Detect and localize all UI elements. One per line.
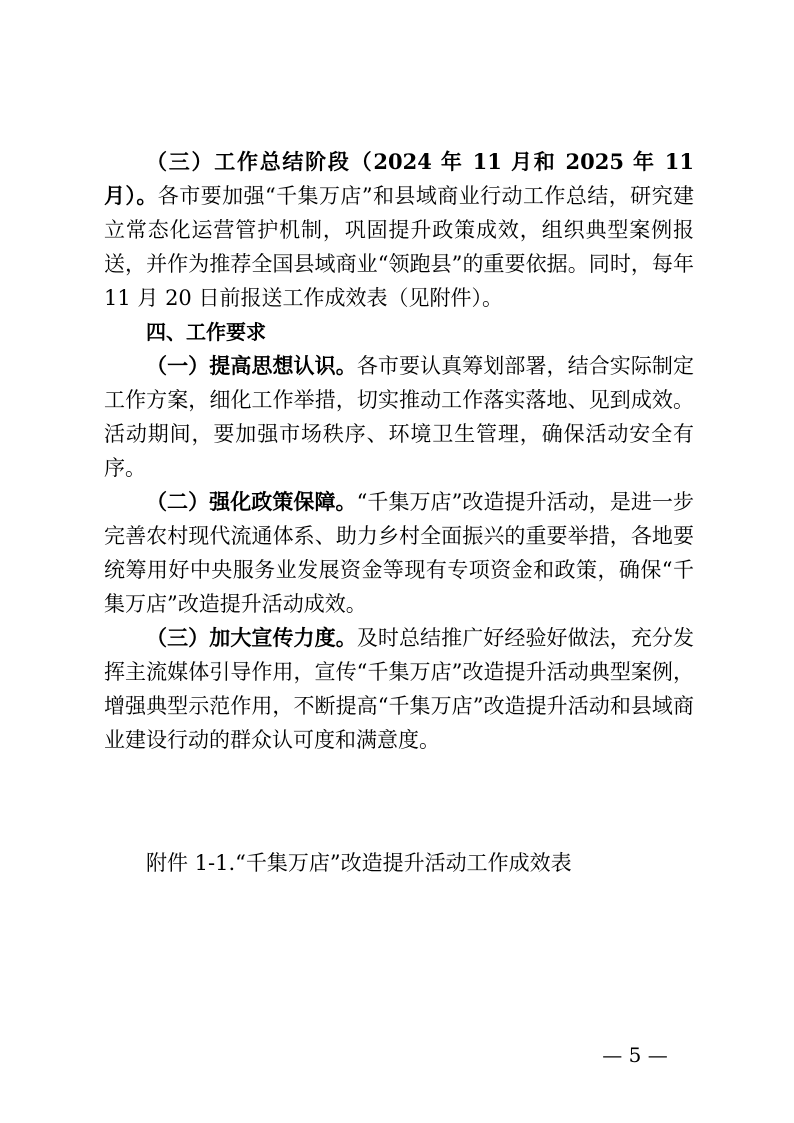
attachment-reference: 附件 1-1.“千集万店”改造提升活动工作成效表 — [146, 851, 572, 875]
paragraph-lead: （一）提高思想认识。 — [146, 353, 357, 378]
section-heading-work-requirements: 四、工作要求 — [146, 320, 266, 344]
paragraph-text: “千集万店”改造提升活动，是进一步完善农村现代流通体系、助力乡村全面振兴的重要举措，各地要统筹用好中央服务业发展资金等现有专项资金和政策，确保“千集万店”改造提升活动成效。 — [104, 490, 694, 616]
document-body — [104, 145, 694, 757]
paragraph-text: 各市要加强“千集万店”和县域商业行动工作总结，研究建立常态化运营管护机制，巩固提升政策成效，组织典型案例报送，并作为推荐全国县域商业“领跑县”的重要依据。同时，每年 11 月 20 日前报送工作成效表（见附件）。 — [104, 184, 694, 310]
paragraph-work-summary-stage — [104, 145, 694, 315]
paragraph-lead: （三）工作总结阶段（2024 年 11 月和 2025 年 11 月）。 — [104, 149, 694, 208]
paragraph-policy-support — [104, 485, 694, 621]
paragraph-improve-awareness — [104, 349, 694, 485]
paragraph-lead: （三）加大宣传力度。 — [146, 625, 357, 650]
paragraph-text: 及时总结推广好经验好做法，充分发挥主流媒体引导作用，宣传“千集万店”改造提升活动典型案例，增强典型示范作用，不断提高“千集万店”改造提升活动和县域商业建设行动的群众认可度和满意度。 — [104, 626, 695, 752]
paragraph-lead: （二）强化政策保障。 — [146, 489, 357, 514]
paragraph-text: 各市要认真筹划部署，结合实际制定工作方案，细化工作举措，切实推动工作落实落地、见到成效。活动期间，要加强市场秩序、环境卫生管理，确保活动安全有序。 — [104, 354, 695, 480]
page-number: — 5 — — [602, 1043, 668, 1067]
paragraph-publicity — [104, 621, 694, 757]
